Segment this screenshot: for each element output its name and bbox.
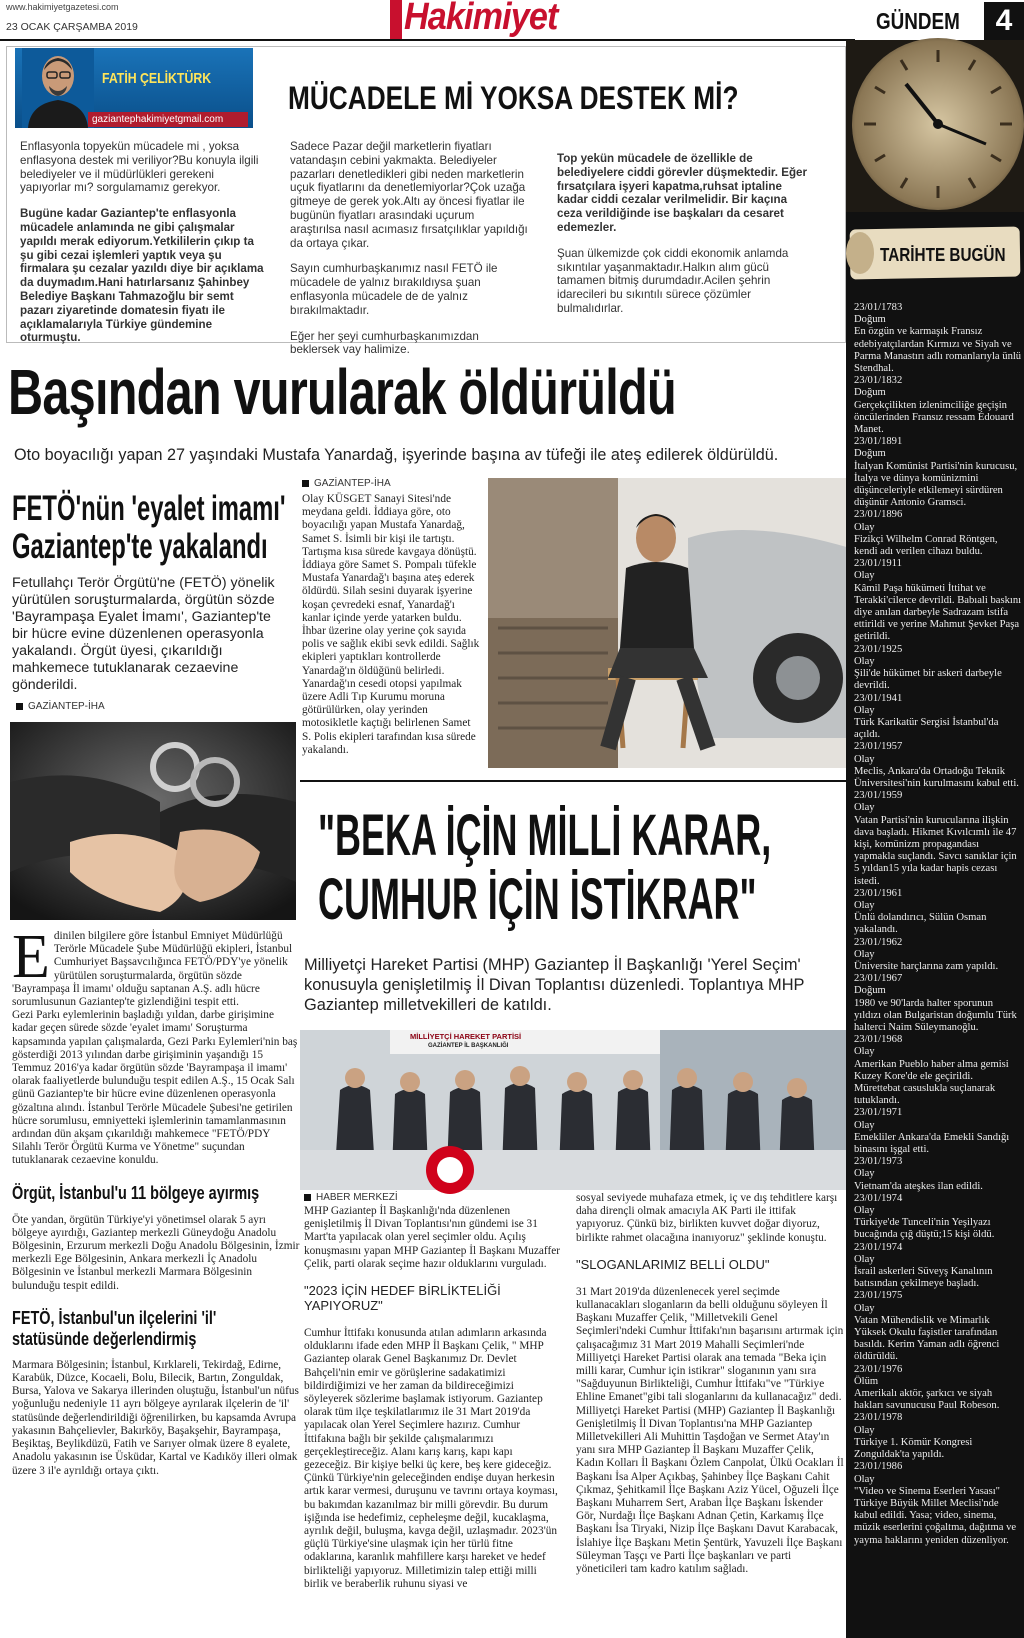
history-entry-date: 23/01/1978 [854, 1412, 903, 1424]
history-entry-type: Olay [854, 948, 875, 960]
history-entry-date: 23/01/1961 [854, 887, 903, 899]
history-entry [854, 436, 1022, 509]
column-paragraph: Sayın cumhurbaşkanımız nasıl FETÖ ile mücadele de yalnız bırakıldıysa şuan enflasyonla mücadele de de yalnız bırakılmaktadır. [290, 262, 498, 317]
history-entry-type: Olay [854, 1168, 875, 1180]
feto-paragraph: Marmara Bölgesinin; İstanbul, Kırklareli, Tekirdağ, Edirne, Karabük, Düzce, Kocaeli, Bolu, Bilecik, Bartın, Zonguldak, Bursa, Yalova ve Sakarya illerinden oluştuğu, İstanbul'un nüfus yoğunluğu nedeniyle 11 ayrı bölgeye ayrılarak ilçelerin de 'il' statüsünde değerlendirildiği öğrenilirken, bu kapsamda Avrupa yakasının Bahçelievler, Bakırköy, Başakşehir, Bayrampaşa, Beşiktaş, Beylikdüzü, Fatih ve Sarıyer olmak üzere 8 eyalete, Anadolu yakasının ise Üsküdar, Kartal ve Kadıköy illeri olmak üzere 3 il'e ayrıldığı ortaya çıktı. [12, 1358, 299, 1477]
mhp-headline-line: "BEKA İÇİN MİLLİ KARAR, [318, 803, 772, 868]
history-entry-type: Doğum [854, 985, 886, 997]
masthead-rule [0, 39, 855, 41]
history-entry-text: Türkiye 1. Kömür Kongresi Zonguldak'ta yapıldı. [854, 1436, 973, 1461]
history-entry-text: İtalyan Komünist Partisi'nin kurucusu, İtalya ve dünya komünizmini düşünceleriyle etkilemeyi sürdüren düşünür Antonio Gramsci. [854, 460, 1018, 509]
mhp-subhead: "2023 İÇİN HEDEF BİRLİKTELİĞİ YAPIYORUZ" [304, 1283, 501, 1314]
mhp-paragraph: 31 Mart 2019'da düzenlenecek yerel seçimde kullanacakları sloganların da belli olduğunu söyleyen İl Başkanı Muzaffer Çelik, "Milletvekili Genel Seçimleri'ndeki Cumhur İttifakı'nın başarısını artırmak için çalışacağımız 31 Mart 2019 Mahalli Seçimleri'nde Milliyetçi Hareket Partisi olarak ana temada "Beka için milli karar, Cumhur için istikrar" sloganının yanı sıra "Sağduyunun Birlikteliği, Cumhur İttifakı"ve "Türkiye Ehline Emanet"gibi tali sloganlarını da kullanacağız" dedi. [576, 1285, 844, 1404]
columnist-avatar [22, 48, 94, 128]
mhp-paragraph: MHP Gaziantep İl Başkanlığı'nda düzenlenen genişletilmiş İl Divan Toplantısı'nın gündemi ise 31 Mart'ta yapılacak olan yerel seçimler oldu. Açılış konuşmasını yapan MHP Gaziantep İl Başkanı Muzaffer Çelik, parti olarak seçime hazır olduklarını vurguladı. [304, 1205, 560, 1270]
history-entry [854, 888, 1022, 937]
feto-deck: Fetullahçı Terör Örgütü'ne (FETÖ) yönelik yürütülen soruşturmalarda, örgütün sözde 'Bayrampaşa Eyalet İmamı', Gaziantep'te bir hücre evine düzenlenen operasyonla yakalandı. Örgüt üyesi, çıkarıldığı mahkemece tutuklanarak cezaevine gönderildi. [12, 575, 275, 693]
history-entry [854, 509, 1022, 558]
history-entry-type: Olay [854, 1253, 875, 1265]
history-entry-date: 23/01/1975 [854, 1290, 903, 1302]
handcuffs-photo [10, 722, 296, 920]
column-paragraph: Eğer her şeyi cumhurbaşkanımızdan beklersek vay halimize. [290, 329, 479, 357]
history-entry-date: 23/01/1959 [854, 790, 903, 802]
history-entry-date: 23/01/1925 [854, 643, 903, 655]
history-entry-type: Olay [854, 655, 875, 667]
mhp-subhead: "SLOGANLARIMIZ BELLİ OLDU" [576, 1256, 770, 1272]
mhp-col-2 [576, 1192, 844, 1636]
square-bullet-icon [16, 703, 23, 710]
history-entry-text: Vietnam'da ateşkes ilan edildi. [854, 1180, 983, 1192]
history-entry [854, 693, 1022, 742]
history-entry-date: 23/01/1976 [854, 1363, 903, 1375]
history-entry-type: Olay [854, 753, 875, 765]
mhp-top-rule [300, 780, 852, 782]
history-entry-date: 23/01/1971 [854, 1107, 903, 1119]
history-entry [854, 375, 1022, 436]
feto-subhead: Örgüt, İstanbul'u 11 bölgeye ayırmış [12, 1181, 260, 1203]
history-entry-type: Olay [854, 1473, 875, 1485]
history-entry-text: İsrail askerleri Süveyş Kanalının batısından çekilmeye başladı. [854, 1266, 993, 1290]
history-entry-text: 1980 ve 90'larda halter sporunun yıldızı olan Bulgaristan doğumlu Türk halterci Naim Süleymanoğlu. [854, 997, 1017, 1033]
column-paragraph: Bugüne kadar Gaziantep'te enflasyonla mücadele anlamında ne gibi çalışmalar yapıldı merak ediyorum.Yetkililerin çıkıp ta şu gibi cezai işlemleri yaptık veya şu firmalara şu cezalar yazıldı diye bir açıklama da duymadım.Hani hatırlarsanız Şahinbey Belediye Başkanı Tahmazoğlu bir semt pazarı ziyaretinde domatesin fiyatı ile açıklamalarıyla Türkiye gündemine oturmuştu. [20, 207, 264, 345]
page-number: 4 [984, 2, 1024, 40]
column-paragraph: Şuan ülkemizde çok ciddi ekonomik anlamda sıkıntılar yaşanmaktadır.Halkın alım gücü tamamen bitmiş durumdadır.Acilen şehrin idarecileri bu sıkıntılı sürece çözümler bulmalıdırlar. [557, 246, 789, 315]
history-entry-type: Olay [854, 570, 875, 582]
history-entry-text: En özgün ve karmaşık Fransız edebiyatçılardan Kırmızı ve Siyah ve Parma Manastırı adlı romanlarıyla ünlü Stendhal. [854, 326, 1022, 375]
square-bullet-icon [304, 1194, 311, 1201]
feto-paragraph: dinilen bilgilere göre İstanbul Emniyet Müdürlüğü Terörle Mücadele Şube Müdürlüğü ekipleri, İstanbul Cumhuriyet Başsavcılığınca FETÖ/PDY'ye yönelik yürütülen soruşturmalarda, örgütün sözde 'Bayrampaşa İl imamı' olduğu saptanan A.Ş. adlı hücre sorumlusunun Gaziantep'te gizlendiğini tespit etti. [12, 930, 293, 1009]
column-title: MÜCADELE Mİ YOKSA DESTEK Mİ? [288, 80, 739, 116]
history-entry [854, 302, 1022, 375]
history-entry-text: Amerikan Pueblo haber alma gemisi Kuzey Kore'de ele geçirildi. Mürettebat casuslukla suçlanarak tutuklandı. [854, 1058, 1009, 1107]
history-entry [854, 644, 1022, 693]
main-source-label: GAZİANTEP-İHA [314, 478, 391, 489]
history-entry-date: 23/01/1962 [854, 936, 903, 948]
feto-subhead-line: FETÖ, İstanbul'un ilçelerini 'il' [12, 1306, 217, 1328]
history-entry-date: 23/01/1967 [854, 973, 903, 985]
mhp-col-1 [304, 1205, 562, 1635]
history-entry-type: Doğum [854, 387, 886, 399]
history-entry-date: 23/01/1974 [854, 1192, 903, 1204]
history-entry-date: 23/01/1783 [854, 302, 903, 313]
column-paragraph: Top yekün mücadele de özellikle de belediyelere ciddi görevler düşmektedir. Eğer fırsatçılara işyeri kapatma,ruhsat iptaline kadar ciddi cezalar verilmelidir. Bir kaçına ceza verildiğinde ise başkaları da cesaret edemezler. [557, 152, 808, 234]
history-entry [854, 1156, 1022, 1193]
history-entry-type: Olay [854, 1205, 875, 1217]
history-entry [854, 1461, 1022, 1546]
issue-date: 23 OCAK ÇARŞAMBA 2019 [6, 21, 138, 33]
mhp-source-label: HABER MERKEZİ [316, 1192, 398, 1203]
feto-headline-line: FETÖ'nün 'eyalet imamı' [12, 489, 286, 528]
victim-photo [488, 478, 850, 768]
banner-text: MİLLİYETÇİ HAREKET PARTİSİ [410, 1032, 522, 1041]
history-entry-date: 23/01/1911 [854, 558, 902, 570]
feto-subhead-line: statüsünde değerlendirmiş [12, 1327, 197, 1349]
logo-accent [390, 0, 402, 40]
history-entry-date: 23/01/1832 [854, 375, 903, 387]
history-list [854, 302, 1022, 1636]
feto-headline-line: Gaziantep'te yakalandı [12, 527, 268, 566]
logo: Hakimiyet [404, 0, 558, 38]
mhp-paragraph: sosyal seviyede muhafaza etmek, iç ve dış tehditlere karşı daha dirençli olmak amacıyla AK Parti ile ittifak yapıyoruz. Çünkü biz, birlikten kuvvet doğar diyoruz, birlikte rahmet olacağına inanıyoruz" şeklinde konuştu. [576, 1192, 838, 1244]
main-headline: Başından vurularak öldürüldü [8, 356, 676, 428]
history-entry-text: Türk Karikatür Sergisi İstanbul'da açıldı. [854, 716, 999, 741]
history-entry-type: Ölüm [854, 1375, 879, 1387]
site-url[interactable]: www.hakimiyetgazetesi.com [6, 2, 119, 12]
history-entry [854, 1242, 1022, 1291]
clock-photo [846, 40, 1024, 212]
history-entry [854, 1107, 1022, 1156]
history-entry-type: Olay [854, 1302, 875, 1314]
history-entry [854, 741, 1022, 790]
feto-headline [12, 490, 286, 566]
history-entry-text: "Video ve Sinema Eserleri Yasası" Türkiye Büyük Millet Meclisi'nde kabul edildi. Yasa; video, sinema, müzik eserlerini çoğaltma, dağıtma ve yayma haklarını yeniden düzenliyor. [854, 1485, 1017, 1546]
history-entry-text: Kâmil Paşa hükümeti İttihat ve Terakki'cilerce devrildi. Babıali baskını diye anılan darbeyle Sadrazam istifa ettirildi ve yerine Mahmut Şevket Paşa getirildi. [854, 582, 1022, 643]
history-entry-text: Vatan Mühendislik ve Mimarlık Yüksek Okulu faşistler tarafından basıldı. Kerim Yaman adlı öğrenci öldürüldü. [854, 1314, 1000, 1363]
history-entry [854, 558, 1022, 643]
history-entry-type: Olay [854, 1424, 875, 1436]
history-entry-type: Olay [854, 704, 875, 716]
column-col-3 [557, 152, 812, 342]
history-entry-date: 23/01/1891 [854, 436, 903, 448]
scroll-end [846, 232, 874, 274]
main-source [302, 478, 391, 489]
mhp-paragraph: Milliyetçi Hareket Partisi (MHP) Gaziantep İl Başkanlığı Genişletilmiş İl Divan Toplantısı'na MHP Gaziantep Milletvekilleri Ali Muhittin Taşdoğan ve Sermet Atay'ın yanı sıra MHP Gaziantep İl Başkanı Muzaffer Çelik, Kadın Kolları İl Başkanı Özlem Canpolat, Ülkü Ocakları İl Başkanı İsa Alper Açıkbaş, Şahinbey İlçe Başkanı Cahit Çıkmaz, Şehitkamil İlçe Başkanı Aziz Yücel, Oğuzeli İlçe Başkanı Muharrem Sert, Araban İlçe Başkanı İskender Gör, Nurdağı İlçe Başkanı Adnan Çetin, Karkamış İlçe Başkanı İsa Tiryaki, Nizip İlçe Başkanı Davut Karabacak, İslahiye İlçe Başkanı Metin Şentürk, Yavuzeli İlçe Başkanı Süleyman Taşçı ve Parti İlçe başkanları ve parti yöneticileri tam kadro katılım sağladı. [576, 1404, 844, 1576]
main-body: Olay KÜSGET Sanayi Sitesi'nde meydana geldi. İddiaya göre, oto boyacılığı yapan Mustafa Yanardağ, Samet S. İsimli bir kişi ile tartıştı. Tartışma kısa sürede kavgaya dönüştü. İddiaya göre Samet S. Pompalı tüfekle Mustafa Yanardağ'ı başına ateş ederek öldürdü. Silah sesini duyarak işyerine koşan çevredeki esnaf, Yanardağ'ı kanlar içinde yerde yatarken buldu. İhbar üzerine olay yerine çok sayıda polis ve sağlık ekibi sevk edildi. Sağlık ekipleri yaptıkları kontrollerde Yanardağ'ın öldüğünü belirledi. Yanardağ'ın cesedi otopsi yapılmak üzere Adli Tıp Kurumu moruna götürülürken, olay yerinden motosikletle kaçtığı belirlenen Samet S. Polis ekipleri tarafından kısa sürede yakalandı. [302, 493, 480, 756]
mhp-paragraph: Cumhur İttifakı konusunda atılan adımların arkasında olduklarını ifade eden MHP İl Başkanı Çelik, " MHP Gaziantep olarak Genel Başkanımız Dr. Devlet Bahçeli'nin emir ve görüşlerine sadakatimizi bildirdiğimizi ve her zaman da bildireceğimizi söyleyerek sözlerime başlamak istiyorum. Gaziantep olarak tüm ilçe teşkilatlarımız ile 31 Mart 2019'da yapılacak olan Yerel Seçimlere hazırız. Cumhur İttifakına bağlı bir şekilde çalışmalarımızı gerçekleştireceğiz. Alanı karış karış, kapı kapı gezeceğiz. Bir kişiye belki üç kere, beş kere gideceğiz. Çünkü Türkiye'nin geleceğinden endişe duyan herkesin artık karar vermesi, duruşunu ve tavrını ortaya koyması, bu bakımdan kazanılmaz bir milli görevdir. Bu durum işiğında ise hedefimiz, cepheleşme değil, kucaklaşma, ayrılık değil, buluşma, kavga değil, uzlaşmadır. 2023'ün güçlü Türkiye'sine ulaşmak için her türlü fitne odaklarına, karanlık mahfillere karşı hareket ve hedef birlikteliği yapıyoruz. Milletimizin talep ettiği milli birlik ve beraberlik ruhunu siyasi ve [304, 1327, 558, 1590]
history-entry-date: 23/01/1974 [854, 1241, 903, 1253]
history-entry-date: 23/01/1941 [854, 692, 903, 704]
history-entry-type: Olay [854, 1119, 875, 1131]
section-name: GÜNDEM [876, 8, 960, 34]
history-title: TARİHTE BUGÜN [880, 245, 1006, 265]
feto-source [16, 701, 105, 712]
history-entry [854, 1193, 1022, 1242]
mhp-source [304, 1192, 398, 1203]
history-entry-type: Doğum [854, 314, 886, 326]
feto-paragraph: Gezi Parkı eylemlerinin başladığı yıldan, darbe girişimine kadar geçen sürede sözde 'eyalet imamı' Soruşturma kapsamında yapılan çalışmalarda, Gezi Parkı Eylemleri'nin baş gösterdiği 2013 yılından darbe girişiminin yaşandığı 15 Temmuz 2016'ya kadar örgütün sözde 'Bayrampaşa il imamı' olarak faaliyetlerde bulunduğu tespit edilen A.Ş., 15 Ocak Salı günü Gaziantep'te bir hücre evine düzenlenen operasyonla gözaltına alındı. İstanbul Terörle Mücadele Şubesi'ne getirilen hücre sorumlusu, emniyetteki işlemlerinin tamamlanmasının ardından dün akşam çıkarıldığı mahkemece "FETÖ/PDY Silahlı Terör Örgütü Kurma ve Yönetme" suçundan tutuklanarak cezaevine konuldu. [12, 1009, 298, 1167]
mhp-headline [318, 804, 771, 932]
history-entry-date: 23/01/1968 [854, 1034, 903, 1046]
column-col-1 [20, 140, 265, 345]
mhp-meeting-photo [300, 1030, 850, 1190]
drop-cap: E [12, 923, 50, 991]
column-paragraph: Enflasyonla topyekün mücadele mi , yoksa enflasyona destek mi veriliyor?Bu konuyla ilgili belediyeler ve il müdürlükleri gerekeni yapıyorlar mı? sorgulamamız gerekyor. [20, 140, 259, 195]
history-entry-type: Olay [854, 802, 875, 814]
feto-paragraph: Öte yandan, örgütün Türkiye'yi yönetimsel olarak 5 ayrı bölgeye ayırdığı, Gaziantep merkezli Güneydoğu Anadolu Bölgesinin, Erzurum merkezli Doğu Anadolu Bölgesinin, İzmir merkezli Ege Bölgesinin, Ankara merkezli İç Anadolu Bölgesinin ve İstanbul merkezli Marmara Bölgesinin bulunduğu tespit edildi. [12, 1213, 300, 1292]
history-entry-date: 23/01/1896 [854, 509, 903, 521]
history-entry-text: Gerçekçilikten izlenimciliğe geçişin öncülerinden Fransız ressam Édouard Manet. [854, 399, 1014, 436]
feto-body [12, 923, 300, 1630]
history-entry-date: 23/01/1973 [854, 1156, 903, 1168]
history-entry-date: 23/01/1986 [854, 1461, 903, 1473]
history-entry [854, 973, 1022, 1034]
columnist-name: FATİH ÇELİKTÜRK [102, 70, 212, 87]
history-entry-text: Şili'de hükümet bir askeri darbeyle devrildi. [854, 668, 1002, 692]
feto-subhead [12, 1307, 237, 1349]
main-deck: Oto boyacılığı yapan 27 yaşındaki Mustafa Yanardağ, işyerinde başına av tüfeği ile ateş edilerek öldürüldü. [14, 446, 779, 464]
history-entry [854, 1412, 1022, 1461]
history-entry-type: Olay [854, 899, 875, 911]
history-entry [854, 1034, 1022, 1107]
column-paragraph: Sadece Pazar değil marketlerin fiyatları vatandaşın cebini yakmakta. Belediyeler pazarları denetledikleri gibi neden marketlerin uçuk fiyatlarını da denetlemiyorlar?Çok uzağa gitmeye de gerek yok.Altı ay öncesi fiyatlar ile bugünün fiyatları arasındaki uçurum araştırılsa nasıl acımasız fırsatçılıklar yapıldığı da ortaya çıkar. [290, 140, 528, 250]
mhp-headline-line: CUMHUR İÇİN İSTİKRAR" [318, 867, 757, 932]
history-entry [854, 1290, 1022, 1363]
history-entry-text: Üniversite harçlarına zam yapıldı. [854, 960, 999, 972]
history-entry-text: Türkiye'de Tunceli'nin Yeşilyazı bucağında çığ düştü;15 kişi öldü. [854, 1217, 995, 1241]
history-entry-text: Amerikalı aktör, şarkıcı ve siyah hakları savunucusu Paul Robeson. [854, 1388, 1000, 1412]
square-bullet-icon [302, 480, 309, 487]
history-entry-text: Emekliler Ankara'da Emekli Sandığı binasını işgal etti. [854, 1131, 1010, 1156]
history-entry-date: 23/01/1957 [854, 741, 903, 753]
history-entry-type: Olay [854, 521, 875, 533]
history-entry-type: Olay [854, 1046, 875, 1058]
history-entry-type: Doğum [854, 448, 886, 460]
history-entry-text: Fizikçi Wilhelm Conrad Röntgen, kendi adı verilen cihazı buldu. [854, 533, 998, 558]
history-entry-text: Meclis, Ankara'da Ortadoğu Teknik Üniversitesi'nin kurulmasını kabul etti. [854, 765, 1019, 789]
banner-text: GAZİANTEP İL BAŞKANLIĞI [428, 1043, 509, 1049]
feto-source-label: GAZİANTEP-İHA [28, 701, 105, 712]
history-entry-text: Vatan Partisi'nin kurucularına ilişkin dava başladı. Hikmet Kıvılcımlı ile 47 kişi, komünizm propagandası yapmakla suçlandı. Savcı sanıklar için 5 yıldan15 yıla kadar hapis cezası istedi. [854, 814, 1017, 887]
history-entry [854, 937, 1022, 974]
columnist-email[interactable]: gaziantephakimiyetgmail.com [92, 114, 224, 125]
history-entry-text: Ünlü dolandırıcı, Sülün Osman yakalandı. [854, 912, 987, 936]
history-entry [854, 1364, 1022, 1413]
history-entry [854, 790, 1022, 888]
mhp-deck: Milliyetçi Hareket Partisi (MHP) Gaziantep İl Başkanlığı 'Yerel Seçim' konusuyla genişletilmiş İl Divan Toplantısı düzenledi. Toplantıya MHP Gaziantep milletvekilleri de katıldı. [304, 956, 805, 1014]
column-col-2 [290, 140, 528, 357]
